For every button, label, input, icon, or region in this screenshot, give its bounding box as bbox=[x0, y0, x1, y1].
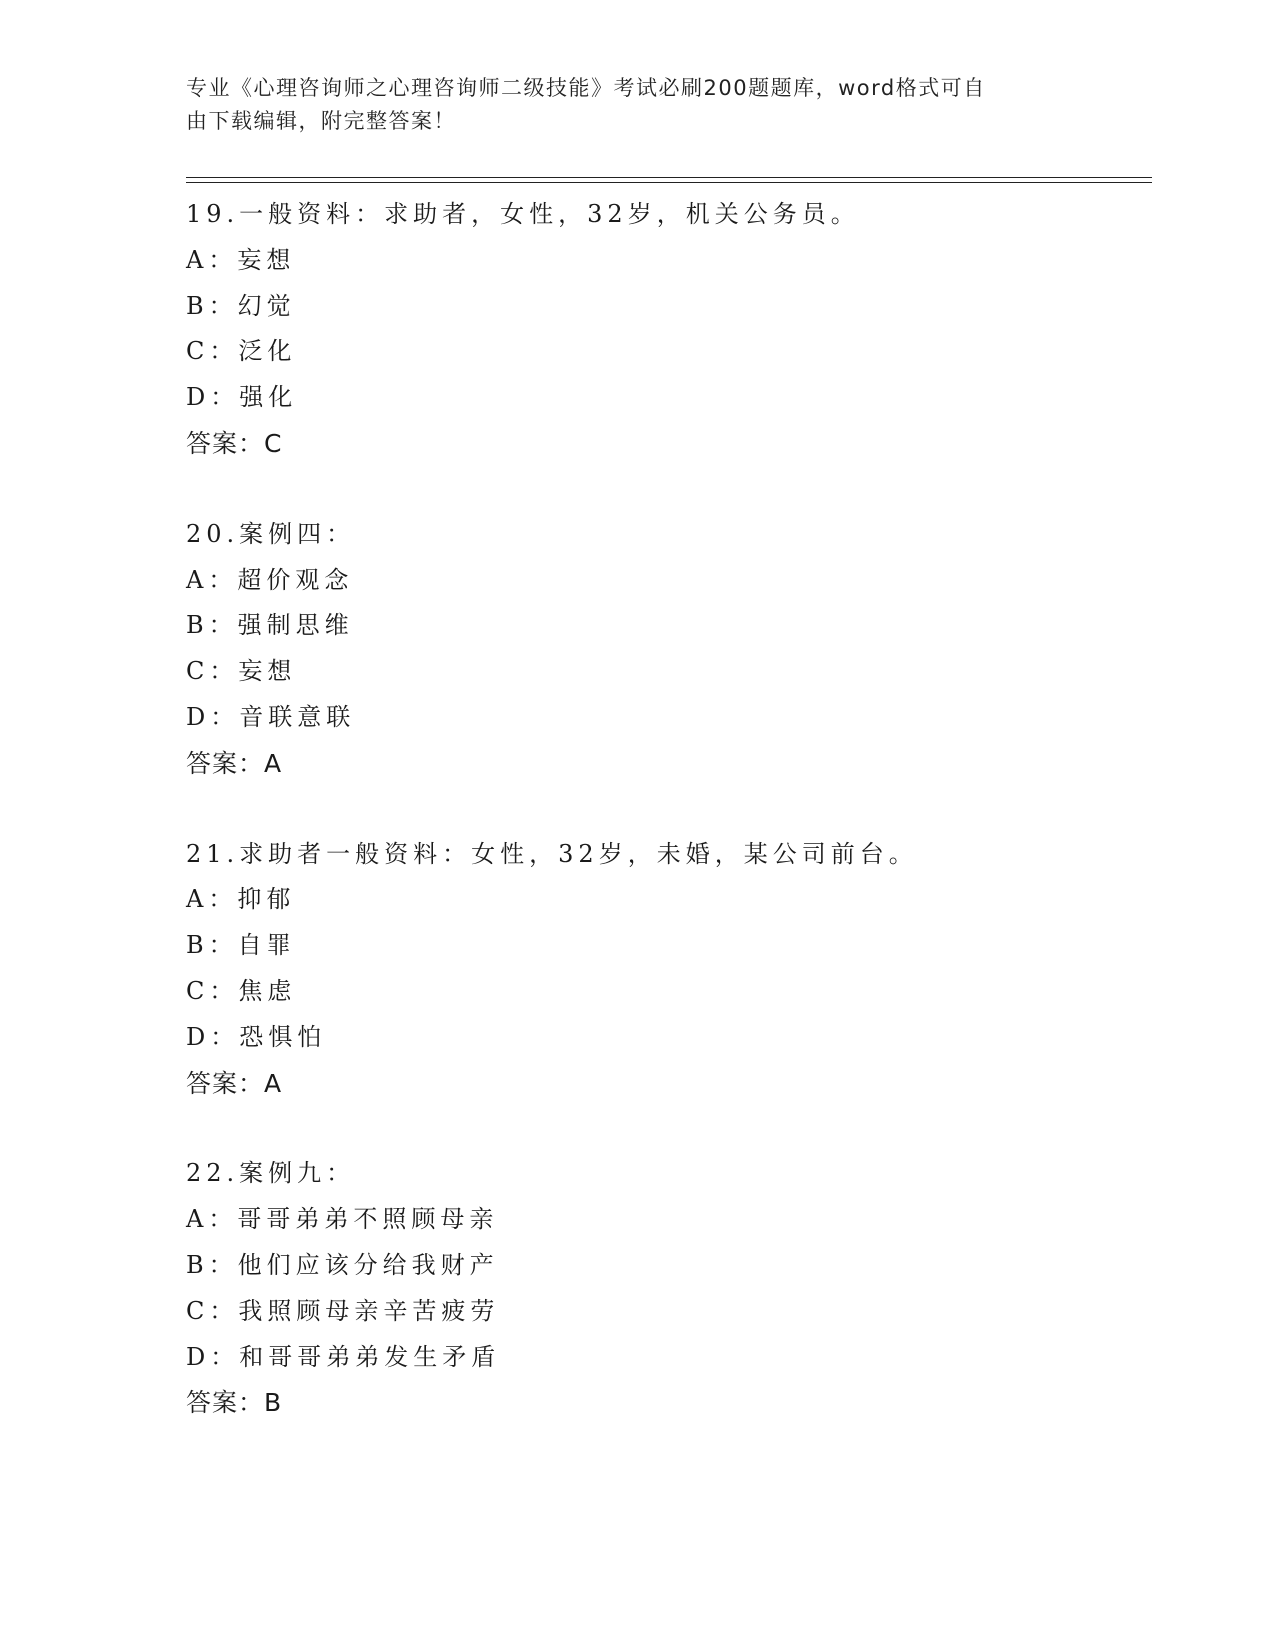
option-d: D：和哥哥弟弟发生矛盾 bbox=[186, 1342, 501, 1371]
question-21 bbox=[186, 832, 1152, 1107]
answer-line: 答案：A bbox=[186, 748, 283, 778]
answer-line: 答案：B bbox=[186, 1388, 283, 1418]
question-stem: 19.一般资料：求助者，女性，32岁，机关公务员。 bbox=[186, 200, 860, 228]
option-b: B：强制思维 bbox=[186, 611, 354, 640]
header-divider-top bbox=[186, 177, 1152, 178]
option-c: C：泛化 bbox=[186, 337, 297, 366]
question-stem: 21.求助者一般资料：女性，32岁，未婚，某公司前台。 bbox=[186, 839, 918, 868]
option-c: C：我照顾母亲辛苦疲劳 bbox=[186, 1296, 500, 1325]
question-list bbox=[186, 192, 1152, 1471]
document-header bbox=[186, 72, 1066, 138]
option-d: D：恐惧怕 bbox=[186, 1022, 327, 1051]
question-19 bbox=[186, 192, 1152, 467]
option-a: A：哥哥弟弟不照顾母亲 bbox=[186, 1205, 499, 1234]
question-20 bbox=[186, 512, 1152, 787]
header-line-2: 由下载编辑，附完整答案！ bbox=[186, 109, 456, 133]
option-a: A：抑郁 bbox=[186, 885, 296, 914]
option-a: A：超价观念 bbox=[186, 565, 354, 594]
answer-line: 答案：A bbox=[186, 1068, 283, 1098]
option-a: A：妄想 bbox=[186, 245, 296, 274]
option-c: C：焦虑 bbox=[186, 976, 297, 1005]
question-stem: 20.案例四： bbox=[186, 519, 356, 548]
option-b: B：自罪 bbox=[186, 931, 296, 960]
question-22 bbox=[186, 1151, 1152, 1426]
header-line-1: 专业《心理咨询师之心理咨询师二级技能》考试必刷200题题库，word格式可自 bbox=[186, 76, 986, 100]
option-d: D：强化 bbox=[186, 383, 298, 412]
option-b: B：幻觉 bbox=[186, 291, 296, 320]
option-b: B：他们应该分给我财产 bbox=[186, 1250, 499, 1279]
option-c: C：妄想 bbox=[186, 657, 297, 686]
question-stem: 22.案例九： bbox=[186, 1159, 356, 1188]
header-divider-bottom bbox=[186, 182, 1152, 183]
answer-line: 答案：C bbox=[186, 428, 283, 458]
option-d: D：音联意联 bbox=[186, 702, 356, 731]
